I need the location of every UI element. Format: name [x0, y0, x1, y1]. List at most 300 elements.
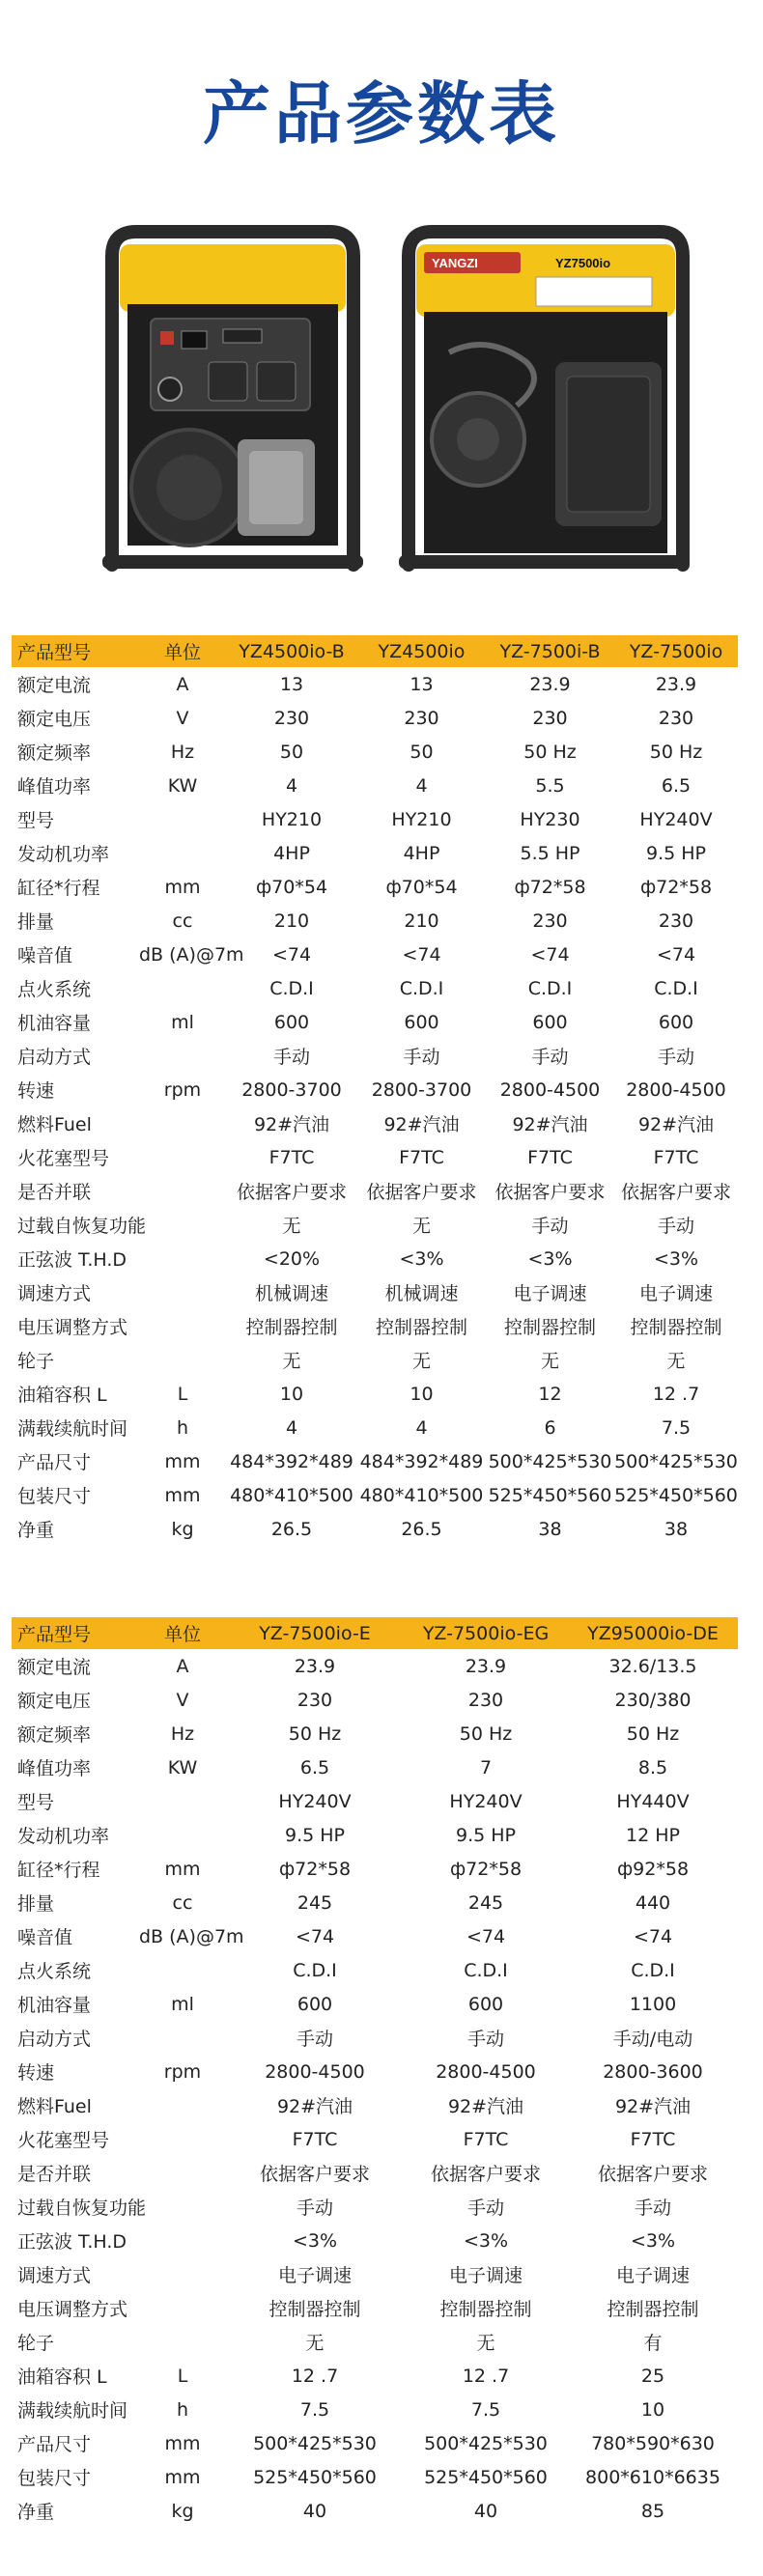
header-cell: 产品型号	[12, 1617, 139, 1649]
row-label: 点火系统	[17, 1961, 92, 1982]
value-cell: 10	[279, 1383, 304, 1405]
unit-cell	[139, 1140, 226, 1174]
row-label: 包装尺寸	[17, 1486, 92, 1507]
value-cell: 10	[640, 2398, 665, 2421]
value-cell: ф70*54	[385, 876, 458, 898]
table-row	[12, 735, 738, 769]
value-cell: 1100	[629, 1993, 677, 2015]
value-cell: 50	[410, 741, 434, 763]
unit-cell: h	[176, 1416, 189, 1439]
value-cell: 9.5 HP	[645, 842, 706, 864]
value-cell: <74	[271, 943, 312, 966]
value-cell: 7.5	[470, 2398, 501, 2421]
unit-cell: rpm	[163, 2060, 202, 2083]
table-row	[12, 870, 738, 904]
value-cell: 8.5	[637, 1756, 668, 1778]
value-cell: 525*450*560	[253, 2466, 377, 2488]
table-row	[12, 2359, 738, 2393]
row-label: 产品尺寸	[17, 1452, 92, 1473]
table-row	[12, 2393, 738, 2426]
unit-cell	[139, 2088, 226, 2122]
value-cell: 2800-4500	[265, 2060, 365, 2083]
generator-front-image	[93, 217, 373, 584]
value-cell: 40	[302, 2500, 327, 2522]
unit-cell	[139, 1106, 226, 1140]
value-cell: 50 Hz	[523, 741, 577, 763]
header-cell: YZ-7500io-EG	[404, 1617, 568, 1649]
row-label: 净重	[17, 2502, 55, 2523]
table-header-row	[12, 1617, 738, 1649]
value-cell: 40	[473, 2500, 498, 2522]
value-cell: HY210	[261, 808, 323, 830]
unit-cell: KW	[167, 1756, 198, 1778]
value-cell: ф72*58	[449, 1858, 523, 1880]
unit-cell	[139, 2021, 226, 2055]
header-cell: YZ4500io	[357, 635, 486, 667]
value-cell: C.D.I	[654, 977, 698, 999]
spec-table-2	[12, 1617, 738, 2528]
unit-cell: mm	[164, 2432, 201, 2454]
table-row	[12, 1987, 738, 2021]
value-cell: 230	[658, 707, 694, 729]
value-cell: 50	[279, 741, 304, 763]
header-cell: YZ-7500io	[614, 635, 738, 667]
value-cell: F7TC	[399, 1146, 444, 1168]
table-row	[12, 1106, 738, 1140]
table-row	[12, 836, 738, 870]
row-label: 火花塞型号	[17, 1148, 110, 1169]
unit-cell: mm	[164, 876, 201, 898]
row-label: 点火系统	[17, 979, 92, 1000]
table-row	[12, 1208, 738, 1242]
table-row	[12, 1784, 738, 1818]
value-cell: F7TC	[268, 1146, 315, 1168]
value-cell: 控制器控制	[607, 2299, 699, 2320]
row-label: 发动机功率	[17, 844, 110, 865]
value-cell: F7TC	[630, 2128, 676, 2150]
row-label: 燃料Fuel	[17, 2096, 92, 2117]
value-cell: 手动	[531, 1047, 569, 1068]
value-cell: 手动	[403, 1047, 440, 1068]
value-cell: 92#汽油	[447, 2096, 524, 2117]
row-label: 噪音值	[17, 1927, 73, 1948]
table-row	[12, 2494, 738, 2528]
table-row	[12, 1140, 738, 1174]
spec-table-1-body	[12, 635, 738, 1546]
unit-cell: mm	[164, 1858, 201, 1880]
row-label: 型号	[17, 1792, 55, 1813]
table-row	[12, 667, 738, 701]
table-row	[12, 1039, 738, 1073]
value-cell: 230	[532, 707, 568, 729]
value-cell: 92#汽油	[276, 2096, 353, 2117]
value-cell: 600	[658, 1011, 694, 1033]
value-cell: 依据客户要求	[236, 1182, 347, 1203]
value-cell: 780*590*630	[591, 2432, 715, 2454]
value-cell: <3%	[463, 2229, 509, 2252]
row-label: 启动方式	[17, 2029, 92, 2050]
page-title: 产品参数表	[203, 74, 560, 154]
row-label: 油箱容积 L	[17, 1385, 107, 1406]
row-label: 是否并联	[17, 1182, 92, 1203]
value-cell: 230	[404, 707, 439, 729]
unit-cell: V	[176, 1689, 189, 1711]
value-cell: ф72*58	[278, 1858, 352, 1880]
unit-cell: kg	[171, 1518, 194, 1540]
unit-cell: ml	[171, 1993, 194, 2015]
row-label: 机油容量	[17, 1013, 92, 1034]
value-cell: 2800-3600	[603, 2060, 703, 2083]
unit-cell: kg	[171, 2500, 194, 2522]
table-row	[12, 1649, 738, 1683]
value-cell: 依据客户要求	[620, 1182, 731, 1203]
value-cell: 92#汽油	[637, 1114, 715, 1135]
value-cell: 依据客户要求	[430, 2164, 541, 2185]
unit-cell	[139, 1275, 226, 1309]
table-row	[12, 769, 738, 802]
value-cell: 无	[476, 2333, 495, 2354]
value-cell: HY440V	[616, 1790, 690, 1812]
value-cell: 525*450*560	[488, 1484, 612, 1506]
value-cell: 12 .7	[291, 2365, 339, 2387]
value-cell: 12 .7	[462, 2365, 510, 2387]
value-cell: 230	[467, 1689, 504, 1711]
row-label: 电压调整方式	[17, 1317, 128, 1338]
value-cell: <3%	[653, 1247, 699, 1270]
value-cell: 26.5	[270, 1518, 313, 1540]
unit-cell: cc	[172, 910, 193, 932]
value-cell: 480*410*500	[230, 1484, 353, 1506]
value-cell: C.D.I	[464, 1959, 508, 1981]
unit-cell	[139, 1343, 226, 1377]
value-cell: 23.9	[529, 673, 571, 695]
value-cell: 4HP	[273, 842, 310, 864]
table-row	[12, 2021, 738, 2055]
row-label: 额定电流	[17, 1657, 92, 1678]
value-cell: 50 Hz	[626, 1722, 680, 1745]
value-cell: <3%	[399, 1247, 444, 1270]
value-cell: 50 Hz	[649, 741, 703, 763]
row-label: 调速方式	[17, 1283, 92, 1304]
row-label: 型号	[17, 810, 55, 831]
table-header-row	[12, 635, 738, 667]
value-cell: 2800-3700	[241, 1078, 342, 1101]
row-label: 额定电压	[17, 709, 92, 730]
unit-cell: h	[176, 2398, 189, 2421]
value-cell: <74	[633, 1925, 673, 1947]
value-cell: HY240V	[639, 808, 713, 830]
row-label: 排量	[17, 1893, 55, 1915]
value-cell: 5.5	[535, 774, 565, 797]
spec-table-1	[12, 635, 738, 1546]
value-cell: 13	[279, 673, 304, 695]
unit-cell: dB (A)@7m	[139, 1925, 244, 1947]
table-row	[12, 1852, 738, 1886]
unit-cell	[139, 1953, 226, 1987]
row-label: 启动方式	[17, 1047, 92, 1068]
table-row	[12, 904, 738, 938]
generator-yz7500io-image	[391, 217, 700, 584]
value-cell: 50 Hz	[288, 1722, 342, 1745]
row-label: 转速	[17, 2062, 55, 2084]
value-cell: 4	[415, 1416, 428, 1439]
unit-cell	[139, 1208, 226, 1242]
value-cell: 手动	[296, 2029, 333, 2050]
value-cell: 6.5	[661, 774, 692, 797]
row-label: 额定频率	[17, 1724, 92, 1746]
row-label: 正弦波 T.H.D	[17, 2231, 127, 2253]
value-cell: 无	[411, 1216, 431, 1237]
value-cell: 控制器控制	[439, 2299, 532, 2320]
value-cell: 9.5 HP	[284, 1824, 345, 1846]
value-cell: ф72*58	[514, 876, 586, 898]
table-row	[12, 2156, 738, 2190]
value-cell: 500*425*530	[253, 2432, 377, 2454]
value-cell: 13	[410, 673, 434, 695]
unit-cell	[139, 802, 226, 836]
value-cell: 525*450*560	[614, 1484, 738, 1506]
spec-table-2-body	[12, 1617, 738, 2528]
row-label: 轮子	[17, 1351, 55, 1372]
value-cell: 电子调速	[448, 2265, 523, 2286]
value-cell: 控制器控制	[245, 1317, 338, 1338]
value-cell: 2800-4500	[626, 1078, 726, 1101]
row-label: 缸径*行程	[17, 1860, 100, 1881]
value-cell: HY240V	[449, 1790, 523, 1812]
row-label: 燃料Fuel	[17, 1114, 92, 1135]
value-cell: 依据客户要求	[259, 2164, 370, 2185]
value-cell: 600	[467, 1993, 504, 2015]
value-cell: C.D.I	[631, 1959, 675, 1981]
unit-cell	[139, 1174, 226, 1208]
table-row	[12, 938, 738, 971]
row-label: 调速方式	[17, 2265, 92, 2286]
value-cell: 电子调速	[615, 2265, 690, 2286]
row-label: 过载自恢复功能	[17, 1216, 147, 1237]
table-row	[12, 2190, 738, 2224]
value-cell: 5.5 HP	[520, 842, 580, 864]
value-cell: 600	[273, 1011, 310, 1033]
table-row	[12, 1242, 738, 1275]
unit-cell: cc	[172, 1891, 193, 1914]
table-row	[12, 2055, 738, 2088]
row-label: 排量	[17, 911, 55, 933]
value-cell: 12 .7	[652, 1383, 700, 1405]
table-row	[12, 1309, 738, 1343]
value-cell: 25	[640, 2365, 665, 2387]
value-cell: 机械调速	[254, 1283, 328, 1304]
row-label: 产品尺寸	[17, 2434, 92, 2455]
value-cell: 2800-3700	[371, 1078, 472, 1101]
table-row	[12, 1953, 738, 1987]
value-cell: 9.5 HP	[455, 1824, 516, 1846]
table-row	[12, 1478, 738, 1512]
value-cell: 有	[643, 2333, 663, 2354]
row-label: 火花塞型号	[17, 2130, 110, 2151]
value-cell: 手动	[466, 2198, 504, 2219]
row-label: 发动机功率	[17, 1826, 110, 1847]
row-label: 过载自恢复功能	[17, 2198, 147, 2219]
unit-cell: dB (A)@7m	[139, 943, 244, 966]
value-cell: F7TC	[653, 1146, 699, 1168]
value-cell: 600	[297, 1993, 333, 2015]
value-cell: 7.5	[661, 1416, 692, 1439]
row-label: 正弦波 T.H.D	[17, 1249, 127, 1271]
unit-cell	[139, 2122, 226, 2156]
table-row	[12, 1512, 738, 1546]
value-cell: <3%	[527, 1247, 573, 1270]
value-cell: <20%	[263, 1247, 321, 1270]
value-cell: 6.5	[299, 1756, 330, 1778]
row-label: 峰值功率	[17, 776, 92, 798]
unit-cell	[139, 2325, 226, 2359]
row-label: 是否并联	[17, 2164, 92, 2185]
row-label: 油箱容积 L	[17, 2366, 107, 2388]
row-label: 缸径*行程	[17, 878, 100, 899]
value-cell: 无	[282, 1351, 301, 1372]
unit-cell: mm	[164, 2466, 201, 2488]
table-row	[12, 2122, 738, 2156]
value-cell: 手动	[466, 2029, 504, 2050]
unit-cell: mm	[164, 1484, 201, 1506]
value-cell: 23.9	[294, 1655, 336, 1677]
value-cell: 4	[415, 774, 428, 797]
unit-cell	[139, 2257, 226, 2291]
unit-cell	[139, 971, 226, 1005]
value-cell: 12	[538, 1383, 562, 1405]
table-row	[12, 2325, 738, 2359]
value-cell: 32.6/13.5	[608, 1655, 697, 1677]
unit-cell: ml	[171, 1011, 194, 1033]
brand-label: YANGZI	[432, 256, 478, 270]
value-cell: 手动	[272, 1047, 310, 1068]
value-cell: 440	[635, 1891, 671, 1914]
value-cell: 4	[285, 774, 298, 797]
table-row	[12, 1343, 738, 1377]
value-cell: 6	[544, 1416, 556, 1439]
value-cell: 480*410*500	[359, 1484, 484, 1506]
value-cell: C.D.I	[399, 977, 444, 999]
unit-cell: Hz	[170, 741, 195, 763]
row-label: 额定电压	[17, 1691, 92, 1712]
header-cell: YZ-7500i-B	[486, 635, 614, 667]
value-cell: 控制器控制	[503, 1317, 596, 1338]
value-cell: 85	[640, 2500, 665, 2522]
value-cell: 10	[410, 1383, 434, 1405]
value-cell: 92#汽油	[512, 1114, 588, 1135]
value-cell: 800*610*6635	[585, 2466, 721, 2488]
value-cell: F7TC	[463, 2128, 509, 2150]
table-row	[12, 2224, 738, 2257]
header-cell: YZ4500io-B	[226, 635, 357, 667]
value-cell: 38	[664, 1518, 689, 1540]
row-label: 额定频率	[17, 742, 92, 764]
value-cell: HY240V	[278, 1790, 352, 1812]
value-cell: 依据客户要求	[597, 2164, 708, 2185]
value-cell: <3%	[292, 2229, 338, 2252]
value-cell: 210	[404, 910, 439, 932]
header-cell: YZ-7500io-E	[226, 1617, 404, 1649]
value-cell: 控制器控制	[268, 2299, 361, 2320]
value-cell: 600	[532, 1011, 568, 1033]
table-row	[12, 1377, 738, 1411]
value-cell: ф72*58	[639, 876, 713, 898]
value-cell: 2800-4500	[499, 1078, 601, 1101]
unit-cell	[139, 1242, 226, 1275]
unit-cell	[139, 2156, 226, 2190]
table-row	[12, 1174, 738, 1208]
unit-cell: KW	[167, 774, 198, 797]
unit-cell	[139, 836, 226, 870]
value-cell: 23.9	[655, 673, 697, 695]
table-row	[12, 2426, 738, 2460]
row-label: 包装尺寸	[17, 2468, 92, 2489]
value-cell: 手动	[531, 1216, 569, 1237]
value-cell: 手动	[634, 2198, 671, 2219]
row-label: 噪音值	[17, 945, 73, 966]
table-row	[12, 1444, 738, 1478]
value-cell: 23.9	[465, 1655, 507, 1677]
value-cell: 92#汽油	[614, 2096, 692, 2117]
value-cell: 245	[467, 1891, 504, 1914]
table-row	[12, 802, 738, 836]
value-cell: 525*450*560	[424, 2466, 548, 2488]
value-cell: 484*392*489	[359, 1450, 484, 1472]
value-cell: ф70*54	[255, 876, 328, 898]
value-cell: 230	[273, 707, 310, 729]
value-cell: <74	[530, 943, 570, 966]
value-cell: F7TC	[292, 2128, 338, 2150]
unit-cell	[139, 2190, 226, 2224]
value-cell: 12 HP	[626, 1824, 680, 1846]
row-label: 满载续航时间	[17, 1418, 128, 1440]
row-label: 峰值功率	[17, 1758, 92, 1779]
table-row	[12, 1275, 738, 1309]
value-cell: <74	[295, 1925, 335, 1947]
value-cell: HY210	[391, 808, 452, 830]
value-cell: <3%	[630, 2229, 676, 2252]
value-cell: 500*425*530	[614, 1450, 738, 1472]
value-cell: 电子调速	[277, 2265, 352, 2286]
value-cell: 控制器控制	[375, 1317, 467, 1338]
value-cell: 控制器控制	[630, 1317, 722, 1338]
value-cell: 手动/电动	[612, 2029, 693, 2050]
value-cell: F7TC	[527, 1146, 573, 1168]
table-row	[12, 2291, 738, 2325]
value-cell: 230/380	[614, 1689, 692, 1711]
unit-cell	[139, 1309, 226, 1343]
value-cell: 无	[540, 1351, 559, 1372]
unit-cell: V	[176, 707, 189, 729]
value-cell: C.D.I	[269, 977, 314, 999]
value-cell: 无	[305, 2333, 325, 2354]
value-cell: 手动	[657, 1216, 694, 1237]
value-cell: 210	[273, 910, 310, 932]
unit-cell	[139, 2224, 226, 2257]
table-row	[12, 1717, 738, 1750]
value-cell: 230	[297, 1689, 333, 1711]
table-row	[12, 1073, 738, 1106]
value-cell: <74	[656, 943, 696, 966]
unit-cell: Hz	[170, 1722, 195, 1745]
header-cell: YZ95000io-DE	[568, 1617, 738, 1649]
table-row	[12, 1005, 738, 1039]
value-cell: 38	[538, 1518, 562, 1540]
unit-cell: A	[176, 1655, 189, 1677]
value-cell: 手动	[296, 2198, 333, 2219]
table-row	[12, 2088, 738, 2122]
value-cell: 电子调速	[638, 1283, 713, 1304]
